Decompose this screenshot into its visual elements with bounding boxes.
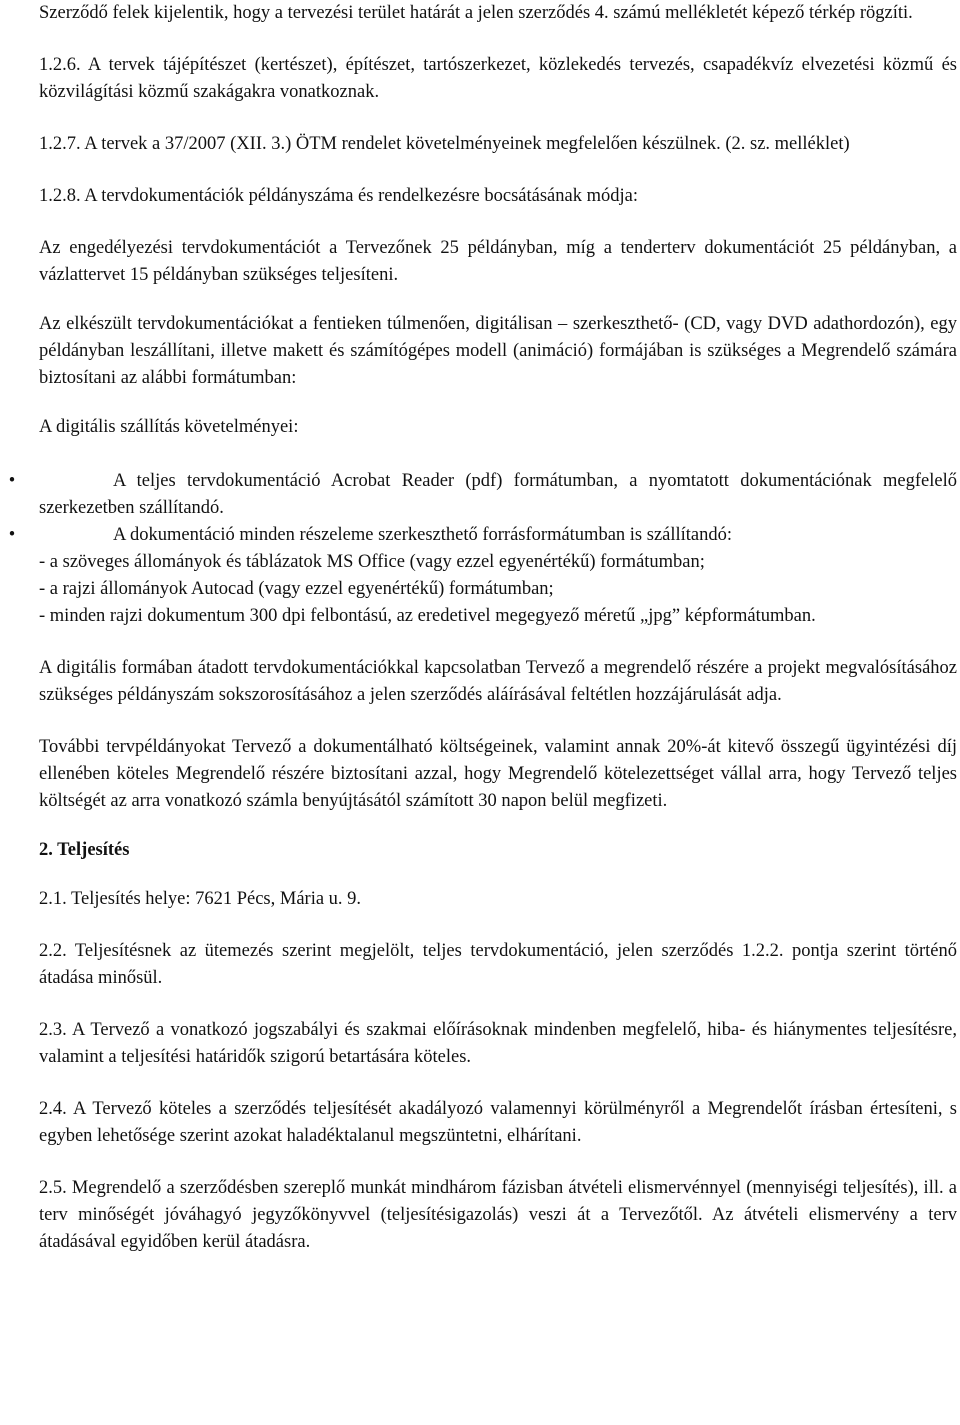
bullet-icon: • <box>8 471 16 491</box>
paragraph-2-5: 2.5. Megrendelő a szerződésben szereplő munkát mindhárom fázisban átvételi elismervénnyel (mennyiségi teljesítés), ill. a terv minőségét jóváhagyó jegyzőkönyvvel (teljesítésigazolás) veszi át a Tervezőtől. Az átvételi elismervény a terv átadásával egyidőben kerül átadásra. <box>39 1178 957 1252</box>
document-page <box>8 0 957 1256</box>
extra-copies-paragraph: További tervpéldányokat Tervező a dokumentálható költségeinek, valamint annak 20%-át kitevő összegű ügyintézési díj ellenében köteles Megrendelő részére biztosítani azzal, hogy Megrendelő kötelezettséget vállal arra, hogy Tervező teljes költségét az arra vonatkozó számla benyújtásától számított 30 napon belül megfizeti. <box>39 737 957 811</box>
bullet-item-source-formats <box>8 522 957 630</box>
bullet-pdf-text: A teljes tervdokumentáció Acrobat Reader (pdf) formátumban, a nyomtatott dokumentációnak megfelelő szerkezetben szállítandó. <box>39 471 957 518</box>
bullet-source-line-jpg: - minden rajzi dokumentum 300 dpi felbontású, az eredetivel megegyező méretű „jpg” képformátumban. <box>39 606 816 626</box>
paragraph-2-4: 2.4. A Tervező köteles a szerződés teljesítését akadályozó valamennyi körülményről a Megrendelőt írásban értesíteni, s egyben lehetősége szerint azokat haladéktalanul megszüntetni, elhárítani. <box>39 1099 957 1146</box>
paragraph-2-3: 2.3. A Tervező a vonatkozó jogszabályi és szakmai előírásoknak mindenben megfelelő, hiba- és hiánymentes teljesítésre, valamint a teljesítési határidők szigorú betartására köteles. <box>39 1020 957 1067</box>
bullet-item-pdf <box>8 468 957 522</box>
rights-paragraph: A digitális formában átadott tervdokumentációkkal kapcsolatban Tervező a megrendelő részére a projekt megvalósításához szükséges példányszám sokszorosításához a jelen szerződés aláírásával feltétlen hozzájárulását adja. <box>39 658 957 705</box>
paragraph-2-1: 2.1. Teljesítés helye: 7621 Pécs, Mária u. 9. <box>39 889 362 909</box>
paragraph-1-2-7: 1.2.7. A tervek a 37/2007 (XII. 3.) ÖTM rendelet követelményeinek megfelelően készülnek. (2. sz. melléklet) <box>39 134 850 154</box>
digital-delivery-paragraph: Az elkészült tervdokumentációkat a fentieken túlmenően, digitálisan – szerkeszthető- (CD, vagy DVD adathordozón), egy példányban leszállítani, illetve makett és számítógépes modell (animáció) formájában is szükséges a Megrendelő számára biztosítani az alábbi formátumban: <box>39 314 957 388</box>
bullet-source-head: A dokumentáció minden részeleme szerkeszthető forrásformátumban is szállítandó: <box>113 525 733 545</box>
bullet-source-line-office: - a szöveges állományok és táblázatok MS Office (vagy ezzel egyenértékű) formátumban; <box>39 552 705 572</box>
bullet-source-line-autocad: - a rajzi állományok Autocad (vagy ezzel egyenértékű) formátumban; <box>39 579 554 599</box>
requirements-title: A digitális szállítás követelményei: <box>39 417 299 437</box>
copies-paragraph: Az engedélyezési tervdokumentációt a Tervezőnek 25 példányban, míg a tenderterv dokumentációt 25 példányban, a vázlattervet 15 példányban szükséges teljesíteni. <box>39 238 957 285</box>
bullet-icon: • <box>8 525 16 545</box>
section-heading-2: 2. Teljesítés <box>39 840 130 860</box>
paragraph-1-2-8: 1.2.8. A tervdokumentációk példányszáma és rendelkezésre bocsátásának módja: <box>39 186 638 206</box>
intro-paragraph: Szerződő felek kijelentik, hogy a tervezési terület határát a jelen szerződés 4. számú mellékletét képező térkép rögzíti. <box>39 3 913 23</box>
paragraph-2-2: 2.2. Teljesítésnek az ütemezés szerint megjelölt, teljes tervdokumentáció, jelen szerződés 1.2.2. pontja szerint történő átadása minősül. <box>39 941 957 988</box>
paragraph-1-2-6: 1.2.6. A tervek tájépítészet (kertészet), építészet, tartószerkezet, közlekedés tervezés, csapadékvíz elvezetési közmű és közvilágítási közmű szakágakra vonatkoznak. <box>39 55 957 102</box>
